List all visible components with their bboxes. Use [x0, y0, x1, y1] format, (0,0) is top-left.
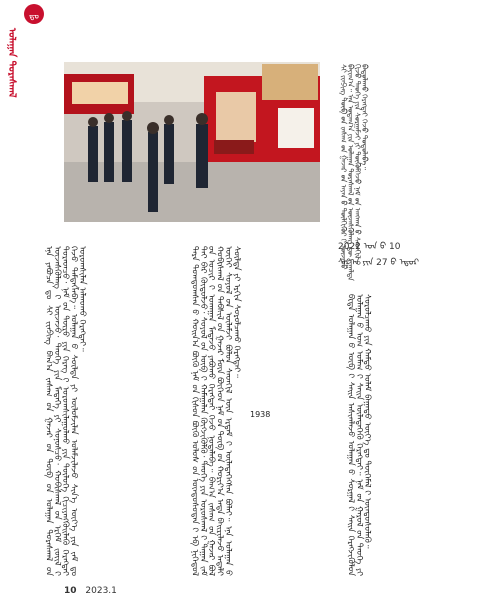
photo-caption: ᠰᠢ ᠵᠢᠨᠫᠢᠩ ᠲᠥᠪ ᠤ᠋ᠨ ᠵᠠᠰᠠᠭ ᠤ᠋ᠨ ᠭᠠᠵᠠᠷ ᠤ᠋ᠨ ᠠᠶᠠᠨ ᠤ᠋ ᠲᠦᠯᠬᠢᠭᠦᠷ ᠢ᠋ ᠦᠵᠡᠵᠦ ᠪᠠᠶᠢᠭ᠎ᠠ᠃ ᠡᠨᠡ ᠤᠳᠠᠭ᠎ᠠ ᠶᠢᠨ ᠤᠯᠠᠭᠠᠨ ᠳᠤᠷᠠᠰᠬᠠᠯ ᠤ᠋ᠨ ᠦᠵᠡᠰᠬᠦᠯᠡᠩ ᠳᠦ ᠵᠢᠭᠠᠯᠲᠠ ᠬᠢᠵᠦ ᠲᠡᠦᠬᠡ ᠶᠢᠨ ᠰᠤᠷᠭᠠᠮᠵᠢ ᠶᠢ ᠳᠦᠭᠦᠮᠬᠡᠵᠦ ᠨᠠᠮ ᠤ᠋ᠨ ᠠᠨᠭᠬᠠᠨ ᠤ᠋ ᠰᠡᠳᠭᠢᠯ ᠢ᠋ ᠪᠠᠲᠤᠯᠠᠬᠤ ᠬᠡᠷᠡᠭᠲᠡᠢ ᠭᠡᠵᠦ ᠲᠤᠳᠤᠯᠠᠪᠠ᠃ [339, 64, 369, 281]
exhibition-hall-image [64, 62, 320, 222]
section-badge: ᠳᠣ [24, 4, 44, 24]
article-column-b: ᠲᠡᠷᠡ ᠳᠤᠭᠳᠤᠭᠰᠠᠨ ᠤ᠋ ᠬᠤᠢᠨ᠎ᠠ ᠪᠦᠬᠦ ᠨᠠᠮ ᠤ᠋ᠨ ᠭᠢᠰᠦᠨ ᠪᠦᠬᠦ ᠤᠯᠤᠰ ᠤ᠋ᠨ ᠦᠨᠳᠦᠰᠦᠲᠡᠨ ᠢ᠋ ᠡᠪ ᠨᠢᠭᠡᠳᠦᠯ ᠲᠠᠢ ᠪᠠᠷ ᠬᠥᠲᠦᠯᠵᠦ᠂ ᠰᠣᠶᠣᠯ ᠤ᠋ᠨ ᠥᠪ ᠢ᠋ ᠬᠠᠮᠠᠭᠠᠯᠠᠨ ᠬᠥᠭᠵᠢᠭᠦᠯᠬᠦ᠂ ᠲᠡᠦᠬᠡ ᠶᠢᠨ ᠤᠷᠤᠰᠬᠠᠯ ᠢ᠋ ᠳᠠᠭᠠᠨ ᠵᠠᠮ ᠤ᠋ᠨ ᠤᠴᠢᠷ ᠢ᠋ ᠤᠬᠠᠭᠠᠨ ᠮᠡᠳᠡᠵᠦ ᠶᠠᠪᠤᠬᠤ ᠬᠡᠷᠡᠭᠲᠡᠢ ᠭᠡᠵᠦ ᠨᠣᠳᠠᠯᠠᠪᠠ᠃ ᠪᠠᠭ᠎ᠠ ᠵᠠᠰᠠᠭ ᠤ᠋ᠨ ᠭᠠᠵᠠᠷ ᠪᠣᠯ ᠬᠤᠪᠢᠰᠬᠠᠯ ᠤ᠋ᠨ ᠳᠡᠪᠰᠢᠯ ᠤ᠋ᠨ ᠭᠠᠵᠠᠷ ᠮᠥᠨ ᠪᠥᠭᠡᠳ ᠨᠠᠮ ᠤ᠋ᠨ ᠲᠥᠪ ᠤ᠋ᠨ ᠬᠣᠷᠢᠶ᠎ᠠ ᠡᠨᠳᠡ ᠪᠠᠢᠷᠢᠯᠠᠵᠤ ᠠᠳᠠᠯᠢ ᠦᠭᠡᠢ ᠰᠣᠶᠣᠯ ᠤ᠋ᠨ ᠦᠯᠡᠮᠵᠢ ᠪᠣᠯᠤᠨ ᠰᠡᠳᠬᠢᠯ ᠦᠨ ᠡᠷᠳᠡᠮ ᠢ᠋ ᠦᠯᠡᠳᠡᠭᠡᠭᠰᠡᠨ ᠪᠣᠯᠠᠢ᠃ ᠡᠨᠡ ᠤᠯᠠᠭᠠᠨ ᠤ᠋ ᠰᠦᠯᠳᠡ ᠶᠢ ᠡᠷᠭᠢᠨ ᠰᠤᠷᠤᠯᠴᠠᠬᠤ ᠬᠡᠷᠡᠭᠲᠡᠢ᠃ [189, 246, 242, 576]
page-footer [64, 586, 117, 596]
issue-number: 2023.1 [85, 586, 117, 596]
article-column-c: ᠪᠢᠳᠡ ᠤᠯᠠᠭᠠᠨ ᠤ᠋ ᠥᠪ ᠢ᠋ ᠰᠠᠢᠨ ᠠᠰᠢᠭᠯᠠᠵᠤ ᠤᠯᠠᠭᠠᠨ ᠤ᠋ ᠰᠤᠷᠭᠠᠯ ᠢ᠋ ᠰᠠᠢᠨ ᠬᠡᠷᠡᠭᠵᠢᠭᠦᠯᠦᠨ ᠤᠯᠠᠭᠠᠨ ᠤ᠋ ᠤᠭ ᠤᠮᠠᠭ ᠢ᠋ ᠰᠠᠢᠨ ᠦᠯᠡᠳᠡᠭᠡᠬᠦ ᠬᠡᠷᠡᠭᠲᠡᠢ᠃ ᠨᠠᠮ ᠤ᠋ᠨ ᠭᠠᠷᠤᠯ ᠤ᠋ᠨ ᠲᠡᠦᠬᠡ ᠶᠢ ᠰᠤᠷᠤᠯᠴᠠᠬᠤ ᠶᠢᠨ ᠬᠠᠮᠲᠤ ᠤᠯᠠᠮ ᠪᠠᠭᠠᠳᠤ ᠦᠶ᠎ᠡ ᠳᠤ ᠲᠦᠭᠡᠮᠡᠯ ᠢ᠋ ᠦᠨᠳᠦᠰᠦᠯᠡᠬᠦ᠃ [345, 294, 373, 576]
exhibition-photo [64, 62, 320, 222]
caption-date: 2022 ᠣᠨ ᠤ᠋ 10 ᠰᠠᠷ᠎ᠠ ᠶᠢᠨ 27 ᠤ᠋ ᠡᠳᠦᠷ [338, 242, 420, 268]
section-title: ᠤᠯᠠᠭᠠᠨ ᠳᠤᠷᠠᠰᠬᠠᠯ [6, 28, 17, 98]
article-column-a: ᠡᠨᠡ ᠶᠠᠪᠤᠴᠠ ᠳᠤ ᠰᠢ ᠵᠢᠨᠫᠢᠩ ᠪᠠᠭ᠎ᠠ ᠵᠠᠰᠠᠭ ᠤ᠋ᠨ ᠭᠠᠵᠠᠷ ᠤ᠋ᠨ ᠲᠥᠪ ᠤ᠋ᠨ ᠤᠯᠠᠭᠠᠨ ᠳᠤᠷᠠᠰᠬᠠᠯ ᠤ᠋ᠨ ᠦᠵᠡᠰᠬᠦᠯᠡᠩ ᠢ᠋ ᠦᠵᠡᠵᠦ᠂ ᠲᠡᠦᠬᠡ ᠶᠢᠨ ᠮᠡᠳᠡᠭᠡ ᠶᠢ ᠰᠣᠨᠣᠰᠴᠤ᠂ ᠬᠤᠪᠢᠰᠬᠠᠯ ᠤ᠋ᠨ ᠡᠷᠬᠡᠮ ᠵᠦᠢᠯ ᠢ᠋ ᠳᠤᠷᠠᠳᠴᠤ᠂ ᠨᠠᠮ ᠤ᠋ᠨ ᠲᠦᠷᠦ ᠶᠢᠨ ᠬᠡᠷᠡᠭ ᠢ᠋ ᠤᠷᠤᠭᠰᠢᠯᠠᠭᠤᠯᠬᠤ ᠶᠢᠨ ᠲᠥᠯᠦᠭᠡ ᠬᠢᠴᠢᠶᠡᠩᠭᠦᠢᠯᠡᠬᠦ ᠬᠡᠷᠡᠭᠲᠡᠢ ᠭᠡᠵᠦ ᠲᠡᠮᠳᠡᠭᠯᠡᠪᠡ᠃ ᠤᠯᠠᠭᠠᠨ ᠤ᠋ ᠰᠦᠯᠳᠡ ᠶᠢ ᠦᠯᠦᠮᠵᠢᠯᠡᠨ ᠤᠯᠠᠮᠵᠢᠯᠠᠵᠤ ᠰᠢᠨ᠎ᠡ ᠦᠶ᠎ᠡ ᠶᠢᠨ ᠵᠠᠮ ᠳᠤ ᠤᠷᠤᠭᠰᠢᠯᠠᠨ ᠠᠯᠬᠤᠬᠤ ᠬᠡᠷᠡᠭᠲᠡᠢ᠃ [43, 246, 88, 576]
page-number: 10 [64, 586, 77, 596]
section-header [2, 28, 20, 158]
inline-year: 1938 [250, 410, 271, 419]
